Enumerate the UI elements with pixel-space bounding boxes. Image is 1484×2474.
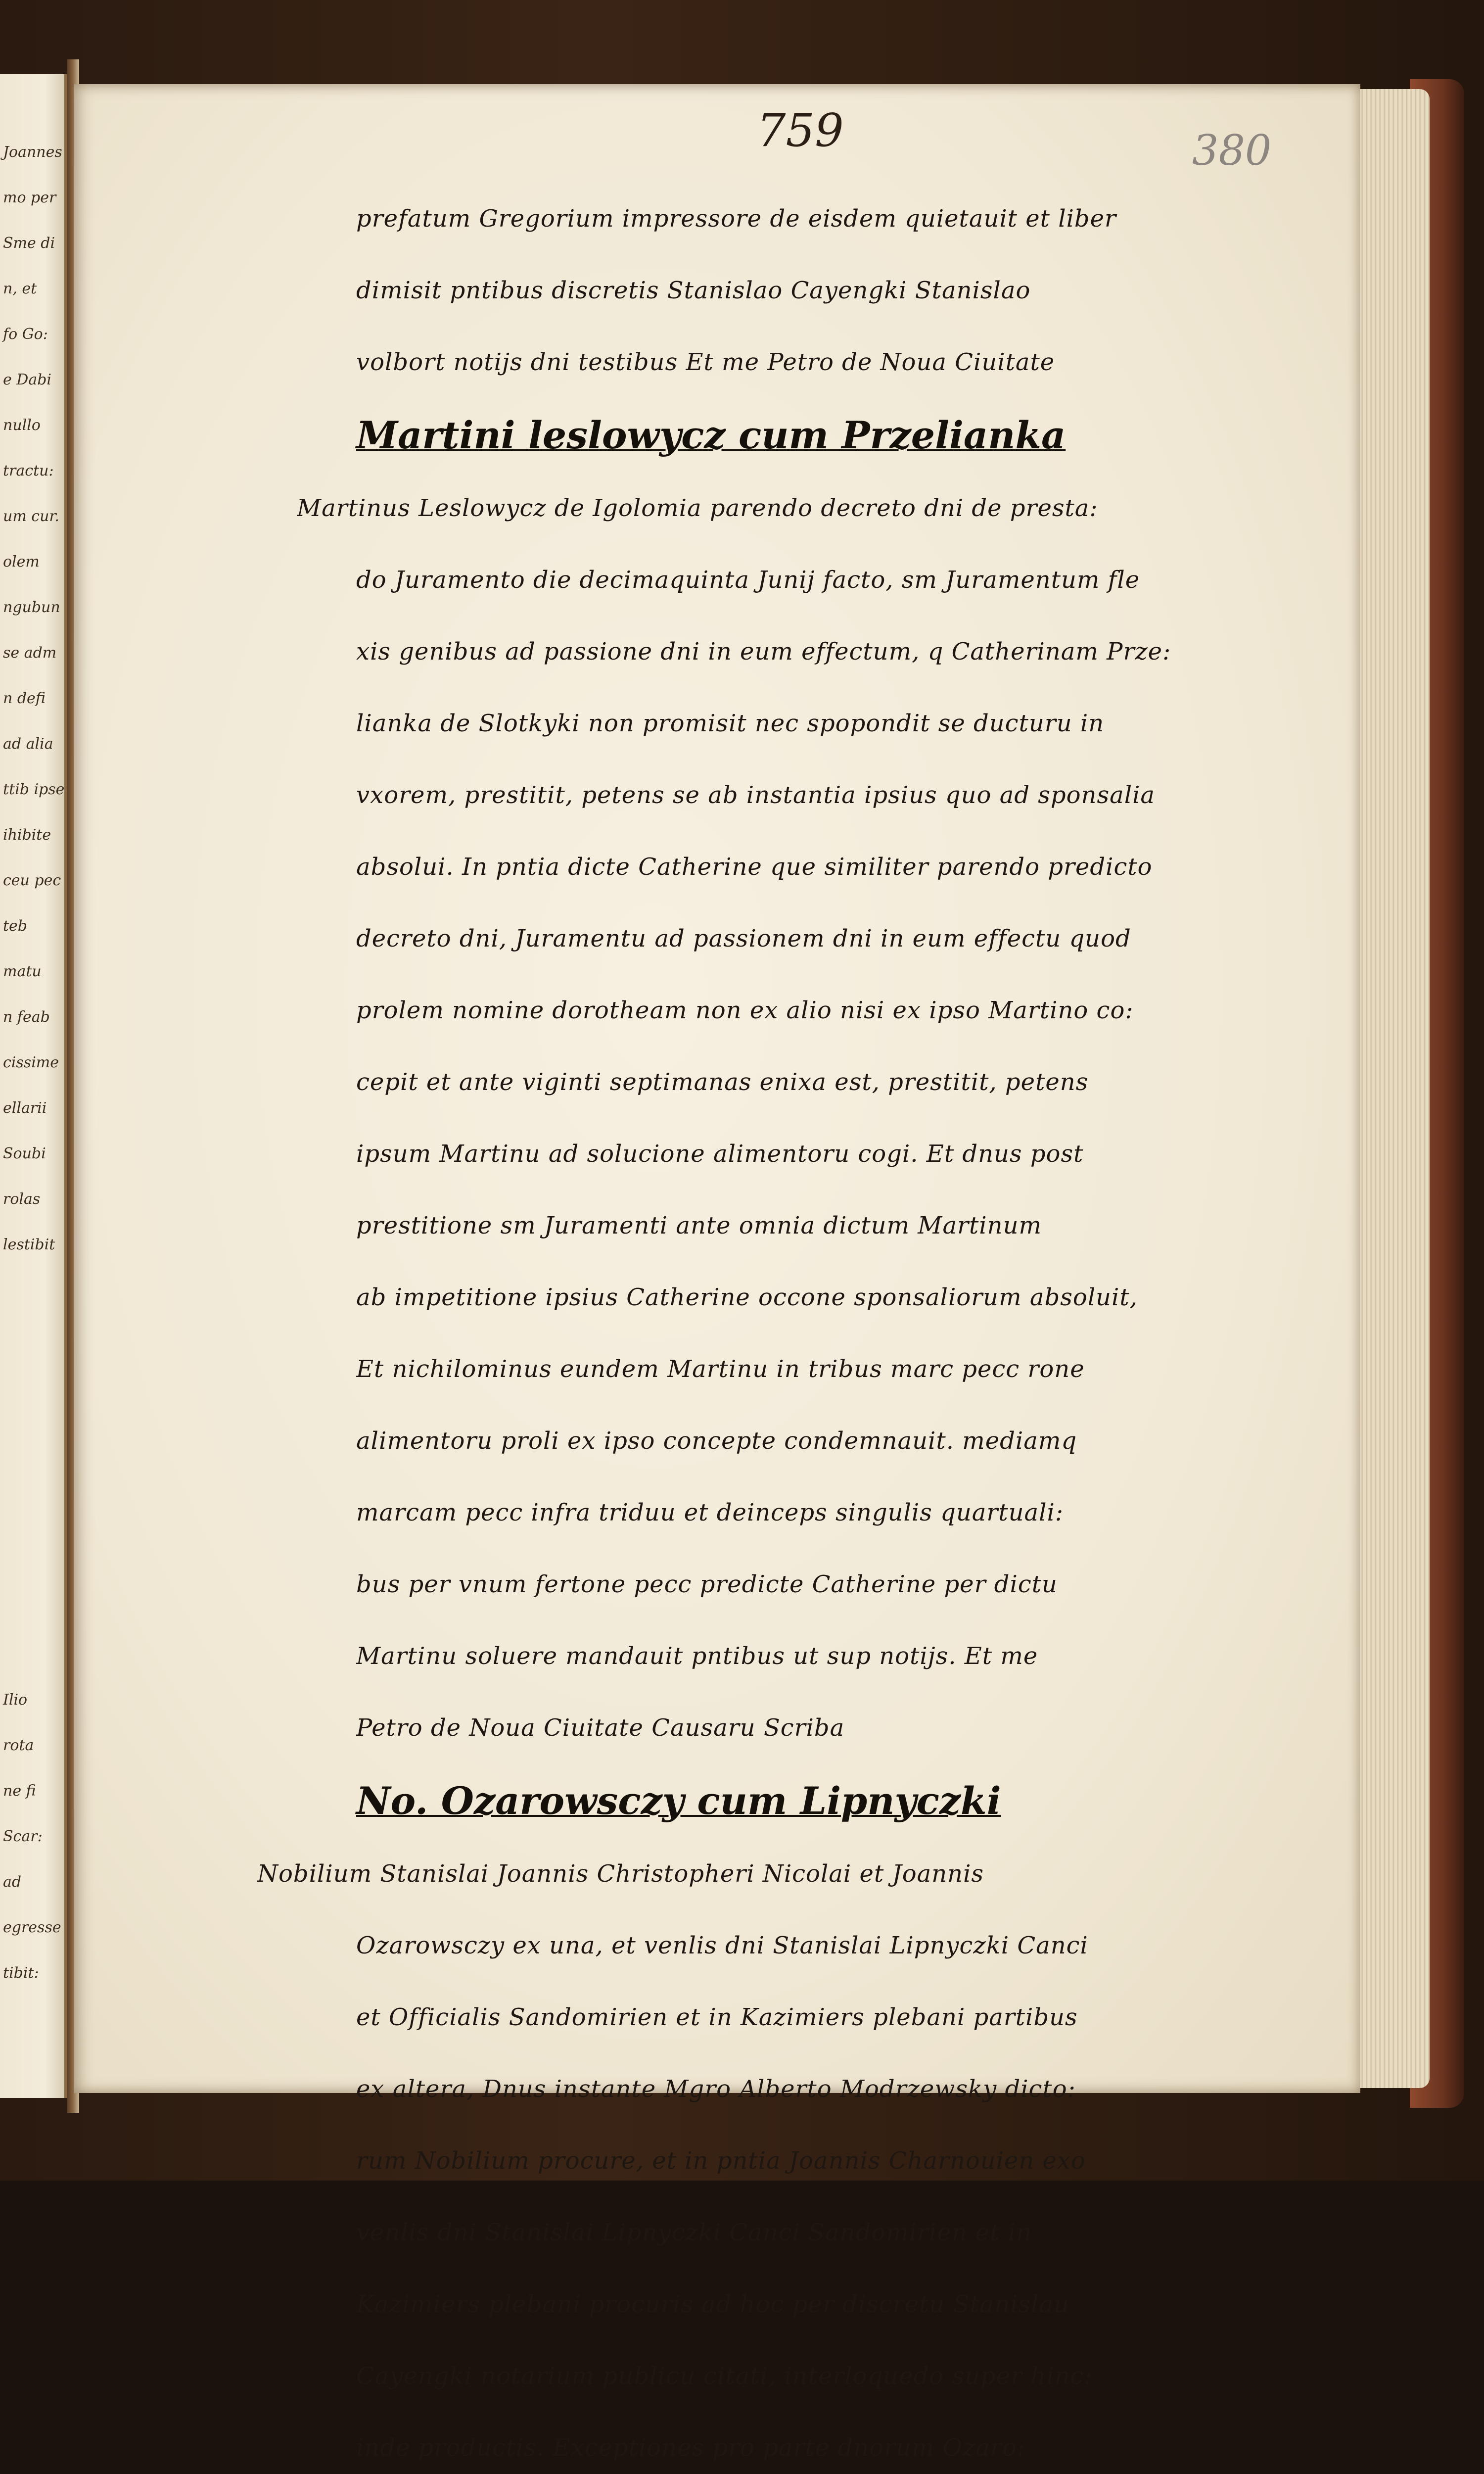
margin-text-fragment: ihibite	[3, 826, 51, 844]
text-line: bus per vnum fertone pecc predicte Catherine per dictu	[356, 1570, 1058, 1598]
margin-text-fragment: se adm	[3, 644, 57, 662]
text-line: volbort notijs dni testibus Et me Petro de Noua Ciuitate	[356, 348, 1055, 376]
text-line: cepit et ante viginti septimanas enixa est, prestitit, petens	[356, 1068, 1089, 1096]
margin-text-fragment: ttib ipse	[3, 781, 65, 798]
text-line: Nobilium Stanislai Joannis Christopheri Nicolai et Joannis	[257, 1860, 984, 1888]
text-line: dimisit pntibus discretis Stanislao Cayengki Stanislao	[356, 277, 1031, 304]
margin-text-fragment: n defi	[3, 690, 46, 707]
margin-text-fragment: ad alia	[3, 735, 53, 753]
entry-continuation	[356, 183, 1365, 398]
text-line: Martinus Leslowycz de Igolomia parendo decreto dni de presta:	[297, 494, 1098, 522]
text-line: prefatum Gregorium impressore de eisdem quietauit et liber	[356, 205, 1116, 233]
margin-text-fragment: n feab	[3, 1008, 50, 1026]
text-line: prolem nomine dorotheam non ex alio nisi ex ipso Martino co:	[356, 997, 1134, 1024]
margin-text-fragment: Sme di	[3, 235, 55, 252]
text-line: Et nichilominus eundem Martinu in tribus marc pecc rone	[356, 1355, 1085, 1383]
margin-text-fragment: um cur.	[3, 508, 60, 525]
margin-text-fragment: tibit:	[3, 1964, 39, 1982]
text-line: Petro de Noua Ciuitate Causaru Scriba	[356, 1714, 845, 1742]
text-line: prestitione sm Juramenti ante omnia dictum Martinum	[356, 1212, 1042, 1239]
text-line: inde productis. Exceptiones pro parte dnorum Ozaro:	[356, 2434, 1025, 2462]
text-line: ab impetitione ipsius Catherine occone sponsaliorum absoluit,	[356, 1284, 1138, 1311]
manuscript-text	[257, 183, 1365, 2474]
text-line: Martinu soluere mandauit pntibus ut sup notijs. Et me	[356, 1642, 1038, 1670]
text-line: absolui. In pntia dicte Catherine que similiter parendo predicto	[356, 853, 1153, 881]
margin-text-fragment: Joannes	[3, 143, 62, 161]
margin-text-fragment: teb	[3, 917, 28, 935]
margin-text-fragment: Soubi	[3, 1145, 46, 1162]
text-line: rum Nobilium procure, et in pntia Joannis Charnouien exo	[356, 2147, 1086, 2175]
entry-leslowycz	[297, 398, 1365, 1764]
margin-text-fragment: e Dabi	[3, 371, 52, 388]
margin-text-fragment: egresse	[3, 1919, 61, 1936]
margin-text-fragment: tractu:	[3, 462, 54, 479]
margin-text-fragment: nullo	[3, 417, 41, 434]
text-line: et Officialis Sandomirien et in Kazimiers plebani partibus	[356, 2003, 1078, 2031]
text-line: vxorem, prestitit, petens se ab instantia ipsius quo ad sponsalia	[356, 781, 1156, 809]
margin-text-fragment: Ilio	[3, 1691, 28, 1709]
margin-text-fragment: olem	[3, 553, 40, 571]
margin-text-fragment: rolas	[3, 1190, 41, 1208]
text-line: ipsum Martinu ad solucione alimentoru cogi. Et dnus post	[356, 1140, 1084, 1168]
entry-heading: No. Ozarowsczy cum Lipnyczki	[356, 1779, 1001, 1823]
text-line: venlis dni Stanislai Lipnyczki Canci Sandomirien et in	[356, 2219, 1032, 2246]
margin-text-fragment: fo Go:	[3, 326, 48, 343]
text-line: Ozarowsczy ex una, et venlis dni Stanislai Lipnyczki Canci	[356, 1932, 1088, 1959]
margin-text-fragment: ngubun	[3, 599, 60, 616]
margin-text-fragment: mo per	[3, 189, 56, 206]
text-line: do Juramento die decimaquinta Junij facto, sm Juramentum fle	[356, 566, 1140, 594]
manuscript-page	[74, 84, 1360, 2462]
text-line: Kazimiers plebani procuris ad hoc per discretu Stanislau	[356, 2290, 1069, 2318]
folio-number: 759	[757, 104, 844, 157]
margin-text-fragment: cissime	[3, 1054, 59, 1071]
text-line: xis genibus ad passione dni in eum effectum, q Catherinam Prze:	[356, 638, 1171, 666]
previous-page-edge	[0, 74, 67, 2098]
margin-text-fragment: matu	[3, 963, 42, 980]
margin-text-fragment: Scar:	[3, 1828, 43, 1845]
margin-text-fragment: ceu pec	[3, 872, 61, 889]
margin-text-fragment: lestibit	[3, 1236, 55, 1253]
text-line: ex altera, Dnus instante Mgro Alberto Modrzewsky dicto:	[356, 2075, 1076, 2103]
margin-text-fragment: n, et	[3, 280, 37, 297]
entry-heading: Martini leslowycz cum Przelianka	[356, 413, 1066, 457]
entry-ozarowsczy	[257, 1764, 1365, 2474]
margin-text-fragment: ad	[3, 1873, 22, 1891]
text-line: marcam pecc infra triduu et deinceps singulis quartuali:	[356, 1499, 1064, 1526]
foliation-number: 380	[1192, 126, 1272, 175]
text-line: Cayengki notarium publicu citati, interloquedo super hinc:	[356, 2362, 1093, 2390]
margin-text-fragment: ellarii	[3, 1099, 47, 1117]
margin-text-fragment: rota	[3, 1737, 34, 1754]
margin-text-fragment: ne fi	[3, 1782, 36, 1800]
text-line: lianka de Slotkyki non promisit nec spopondit se ducturu in	[356, 710, 1105, 737]
text-line: alimentoru proli ex ipso concepte condemnauit. mediamq	[356, 1427, 1077, 1455]
text-line: decreto dni, Juramentu ad passionem dni in eum effectu quod	[356, 925, 1131, 952]
